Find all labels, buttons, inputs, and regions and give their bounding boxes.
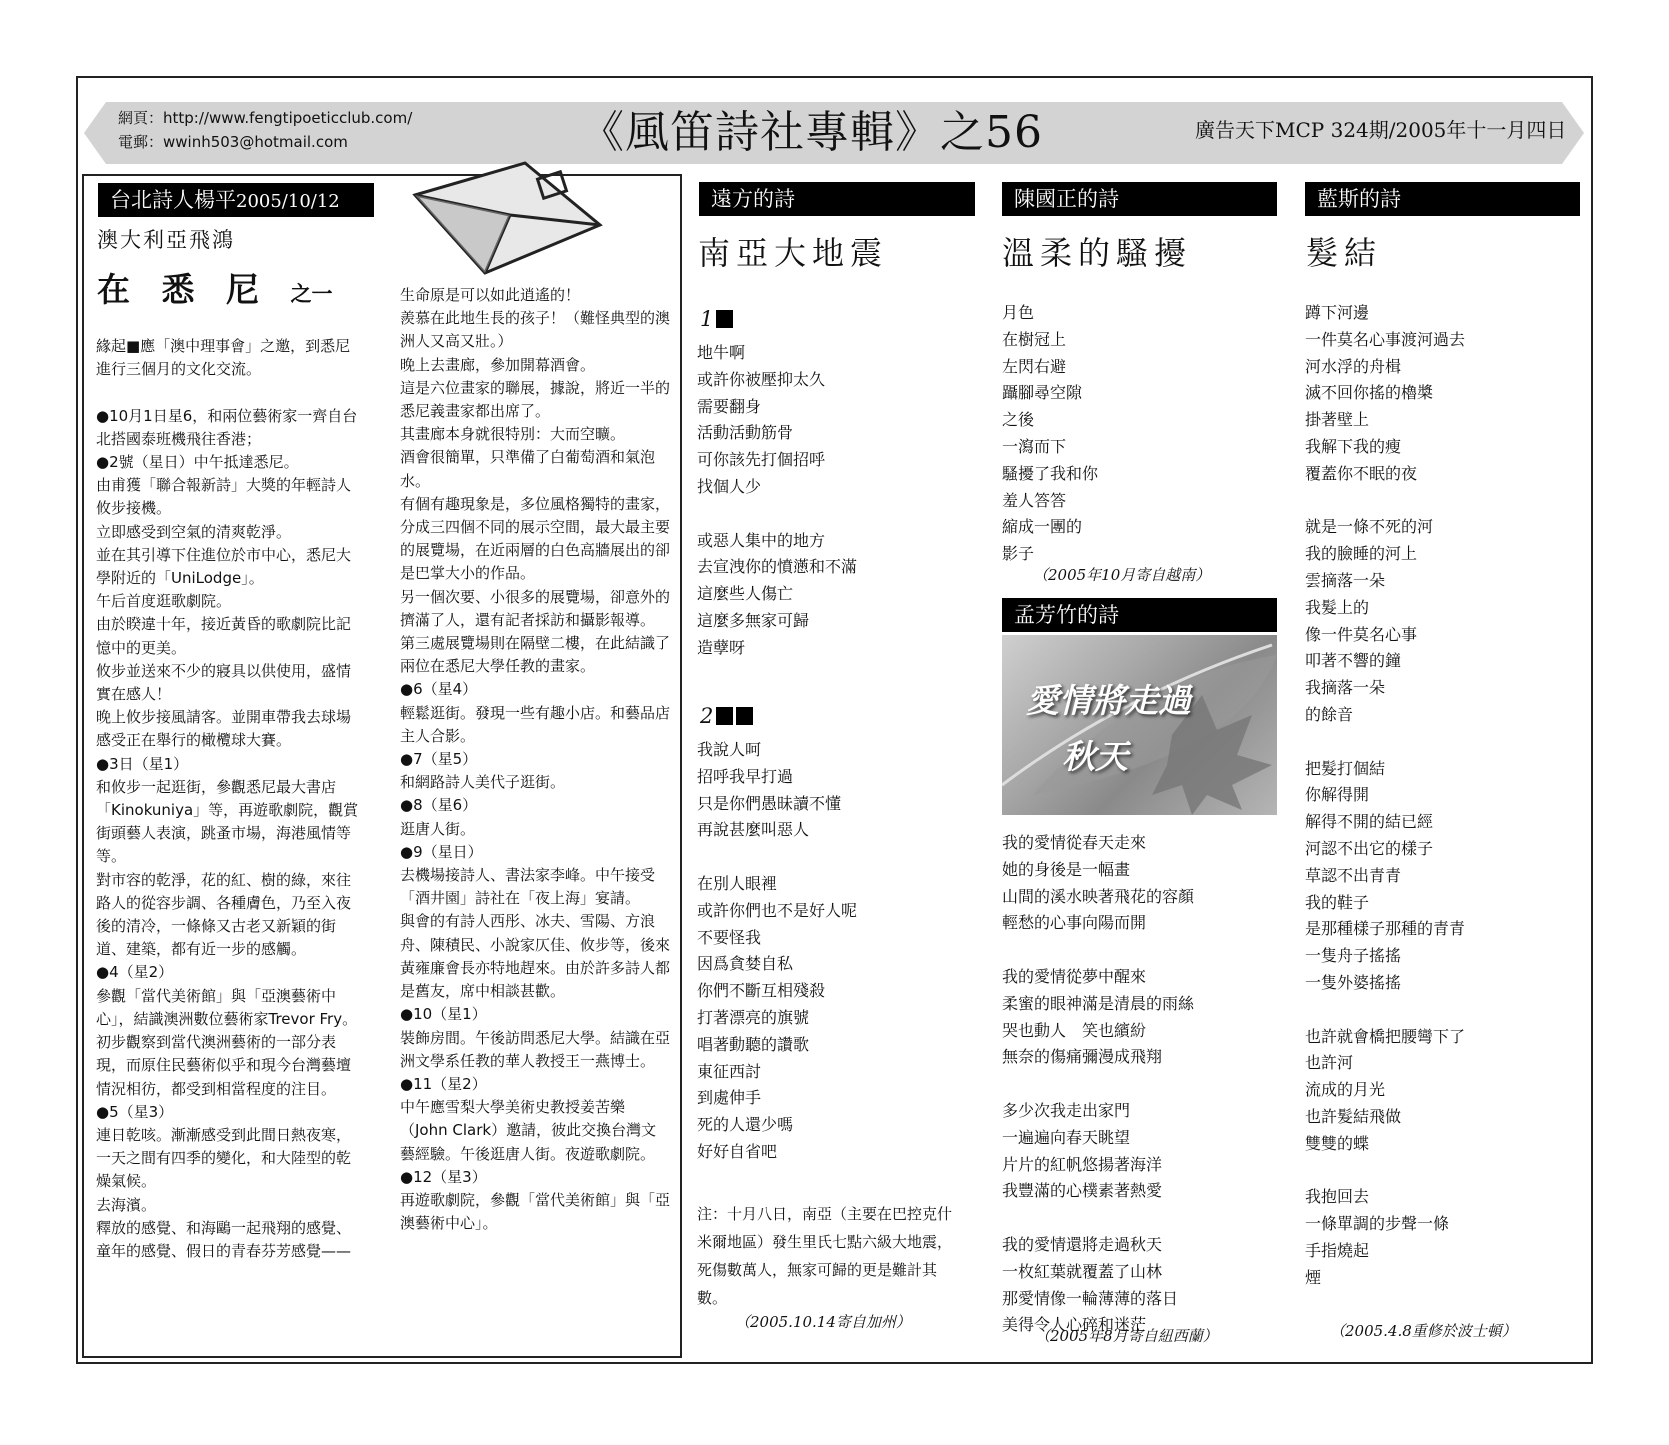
diary-paragraph: ●3日（星1）	[96, 754, 189, 773]
diary-part-b	[400, 284, 670, 1235]
poem-body	[1002, 300, 1098, 568]
poem-title: 南亞大地震	[698, 234, 889, 272]
diary-paragraph	[96, 381, 364, 404]
contact-info	[118, 106, 412, 154]
diary-paragraph: 與會的有詩人西彤、冰夫、雪陽、方浪舟、陳積民、小說家仄佳、攸步等，後來黃雍廉會長亦特地趕來。由於許多詩人都是舊友，席中相談甚歡。	[400, 912, 671, 1001]
article-title-main: 在 悉 尼	[97, 270, 269, 309]
poem-line: 就是一條不死的河	[1305, 517, 1434, 537]
poem-line: 左閃右避	[1002, 356, 1067, 376]
poem-line: 美得令人心碎和迷茫	[1002, 1315, 1147, 1335]
diary-paragraph: ●11（星2）	[400, 1074, 487, 1093]
diary-paragraph: 參觀「當代美術館」與「亞澳藝術中心」，結識澳洲數位藝術家Trevor Fry。	[96, 986, 358, 1028]
email-label[interactable]: 電郵：wwinh503@hotmail.com	[118, 133, 348, 151]
poem-line: 或許你們也不是好人呢	[697, 900, 858, 920]
poem-line: 也許河	[1305, 1053, 1354, 1073]
poem-line: 地牛啊	[697, 343, 746, 362]
poem-line: 雲摘落一朵	[1305, 570, 1386, 590]
poem-line: 之後	[1002, 410, 1035, 430]
poem-line	[1305, 729, 1465, 756]
heading-date: 2005/10/12	[236, 191, 340, 212]
section-number-text: 1	[700, 307, 714, 331]
poem-line: 河認不出它的樣子	[1305, 838, 1434, 858]
poem-line: 我髮上的	[1305, 597, 1370, 617]
diary-paragraph: 生命原是可以如此逍遙的！	[400, 286, 581, 304]
column-heading: 孟芳竹的詩	[1002, 598, 1277, 632]
diary-paragraph: 其畫廊本身就很特別：大而空曠。	[400, 425, 626, 444]
poem-line: 或惡人集中的地方	[697, 530, 826, 550]
poem-line	[1305, 1158, 1465, 1185]
diary-paragraph: ●10月1日星6，和兩位藝術家一齊自台北搭國泰班機飛往香港；	[96, 406, 358, 448]
diary-paragraph: 和攸步一起逛街，參觀悉尼最大書店「Kinokuniya」等，再遊歌劇院，觀賞街頭藝人表演，跳蚤市場，海港風情等等。	[96, 777, 359, 866]
poem-title: 溫柔的騷擾	[1002, 234, 1193, 272]
poem-line: 不要怪我	[697, 927, 762, 947]
poem-line: 也許髮結飛做	[1305, 1106, 1402, 1126]
poem-line: 躡腳尋空隙	[1002, 383, 1083, 403]
diary-paragraph: ●7（星5）	[400, 750, 478, 769]
diary-paragraph: 去機場接詩人、書法家李峰。中午接受「酒井園」詩社在「夜上海」宴請。	[400, 866, 656, 908]
poem-line: 一件莫名心事渡河過去	[1305, 329, 1466, 349]
diary-paragraph: ●6（星4）	[400, 680, 478, 699]
article-title	[97, 264, 332, 311]
diary-paragraph: ●4（星2）	[96, 963, 174, 982]
diary-paragraph: 輕鬆逛街。發現一些有趣小店。和藝品店主人合影。	[400, 703, 671, 745]
poem-line: 輕愁的心事向陽而開	[1002, 913, 1147, 933]
poem-section-2	[697, 737, 857, 1166]
poem-line: 我的愛情從夢中醒來	[1002, 966, 1147, 986]
diary-paragraph: 有個有趣現象是，多位風格獨特的畫家，分成三四個不同的展示空間，最大最主要的展覽場，在近兩層的白色高牆展出的卻是巴掌大小的作品。	[400, 494, 671, 583]
diary-paragraph: 去海濱。	[96, 1195, 157, 1214]
poem-line: 我說人呵	[697, 740, 762, 759]
diary-paragraph: ●2號（星日）中午抵達悉尼。	[96, 453, 299, 472]
poem-line: 找個人少	[697, 476, 762, 496]
poem-line: 活動活動筋骨	[697, 423, 794, 443]
poem-line: 影子	[1002, 544, 1035, 564]
poem-line: 去宣洩你的憤懣和不滿	[697, 557, 858, 577]
poem-line: 那愛情像一輪薄薄的落日	[1002, 1288, 1179, 1308]
diary-paragraph: 中午應雪梨大學美術史教授姜苦樂（John Clark）邀請，彼此交換台灣文藝經驗。午後逛唐人街。夜遊歌劇院。	[400, 1098, 657, 1163]
poem-line: 這麼些人傷亡	[697, 584, 794, 604]
poem-line: 我的愛情還將走過秋天	[1002, 1234, 1163, 1254]
poem-line: 縮成一團的	[1002, 517, 1083, 537]
poem-line: 河水浮的舟楫	[1305, 356, 1402, 376]
poem-line: 覆蓋你不眠的夜	[1305, 463, 1418, 483]
poem-line: 她的身後是一幅畫	[1002, 859, 1131, 879]
diary-paragraph: 酒會很簡單，只準備了白葡萄酒和氣泡水。	[400, 448, 656, 490]
diary-paragraph: ●10（星1）	[400, 1005, 487, 1024]
poem-line: 你解得開	[1305, 785, 1370, 805]
poem-note: 注：十月八日，南亞（主要在巴控克什米爾地區）發生里氏七點六級大地震，死傷數萬人，無家可歸的更是難計其數。	[697, 1205, 953, 1307]
section-number-text: 2	[700, 704, 714, 728]
diary-paragraph: ●5（星3）	[96, 1102, 174, 1121]
poem-line: 蹲下河邊	[1305, 303, 1370, 322]
poem-line: 你們不斷互相殘殺	[697, 981, 826, 1001]
poem-line: 或許你被壓抑太久	[697, 369, 826, 389]
poem-line: 掛著壁上	[1305, 410, 1370, 430]
diary-paragraph: ●12（星3）	[400, 1167, 487, 1186]
poem-line: 一隻舟子搖搖	[1305, 946, 1402, 966]
poem-line: 我的鞋子	[1305, 892, 1370, 912]
poem-line: 我的愛情從春天走來	[1002, 833, 1147, 852]
diary-paragraph: 羨慕在此地生長的孩子！（難怪典型的澳洲人又高又壯。）	[400, 309, 671, 351]
diary-paragraph: 晚上攸步接風請客。並開車帶我去球場感受正在舉行的橄欖球大賽。	[96, 708, 352, 750]
article-subtitle: 澳大利亞飛鴻	[97, 228, 235, 252]
poem-line: 雙雙的蝶	[1305, 1133, 1370, 1153]
poem-line: 我解下我的瘦	[1305, 436, 1402, 456]
poem-line: 再說甚麼叫惡人	[697, 820, 810, 840]
poem-line: 打著漂亮的旗號	[697, 1007, 810, 1027]
poem-line: 可你該先打個招呼	[697, 450, 826, 470]
diary-paragraph: 連日乾咳。漸漸感受到此間日熱夜寒，一天之間有四季的變化，和大陸型的乾燥氣候。	[96, 1125, 352, 1191]
poem-line: 把髮打個結	[1305, 758, 1386, 778]
poem-line: 一隻外婆搖搖	[1305, 972, 1402, 992]
poem-line: 草認不出青青	[1305, 865, 1402, 885]
poem-line: 羞人答答	[1002, 490, 1067, 510]
poem-source: （2005.10.14寄自加州）	[735, 1313, 911, 1331]
poem-line: 只是你們愚昧讀不懂	[697, 793, 842, 813]
poem-line: 解得不開的結已經	[1305, 812, 1434, 832]
diary-paragraph: 由於睽違十年，接近黃昏的歌劇院比記憶中的更美。	[96, 615, 352, 657]
diary-paragraph: 逛唐人街。	[400, 819, 476, 838]
diary-paragraph: 晚上去畫廊，參加開幕酒會。	[400, 355, 596, 374]
poem-line: 也許就會橋把腰彎下了	[1305, 1026, 1466, 1046]
poem-line: 片片的紅帆悠揚著海洋	[1002, 1154, 1163, 1174]
poem-line: 流成的月光	[1305, 1080, 1386, 1100]
poem-line: 死的人還少嗎	[697, 1115, 794, 1135]
section-number	[700, 307, 733, 331]
poem-line	[697, 844, 857, 871]
poem-line: 這麼多無家可歸	[697, 610, 810, 630]
diary-paragraph: ●8（星6）	[400, 796, 478, 815]
diary-paragraph: 第三處展覽場則在隔壁二樓，在此結識了兩位在悉尼大學任教的畫家。	[400, 634, 671, 676]
poem-source: （2005.4.8重修於波士頓）	[1330, 1322, 1517, 1340]
poem-line: 煙	[1305, 1267, 1322, 1287]
poem-line: 一條單調的步聲一條	[1305, 1214, 1450, 1234]
diary-paragraph: 另一個次要、小很多的展覽場，卻意外的擠滿了人，還有記者採訪和攝影報導。	[400, 587, 671, 629]
diary-paragraph: 對市容的乾淨，花的紅、樹的綠，來往路人的從容步調、各種膚色，乃至入夜後的清冷，一條條又古老又新穎的街道、建築，都有近一步的感觸。	[96, 870, 352, 959]
poem-line: 的餘音	[1305, 704, 1354, 724]
diary-paragraph: ●9（星日）	[400, 842, 483, 861]
poem-line: 需要翻身	[697, 396, 762, 416]
poem-line: 在樹冠上	[1002, 329, 1067, 349]
column-heading	[98, 183, 374, 217]
diary-paragraph: 裝飾房間。午後訪問悉尼大學。結識在亞洲文學系任教的華人教授王一燕博士。	[400, 1028, 671, 1070]
poem-line: 山間的溪水映著飛花的容顏	[1002, 886, 1195, 906]
poem-section-1	[697, 340, 857, 662]
poem-line: 月色	[1002, 303, 1035, 322]
poem-line: 無奈的傷痛彌漫成飛翔	[1002, 1047, 1163, 1067]
poem-line: 叩著不響的鐘	[1305, 651, 1402, 671]
poem-line: 東征西討	[697, 1061, 762, 1081]
poem-line: 手指燒起	[1305, 1240, 1370, 1260]
poem-line: 像一件莫名心事	[1305, 624, 1418, 644]
poem-line	[1305, 488, 1465, 515]
poem-line: 一枚紅葉就覆蓋了山林	[1002, 1261, 1163, 1281]
poem-source: （2005年10月寄自越南）	[1033, 566, 1211, 584]
column-heading: 陳國正的詩	[1002, 182, 1277, 216]
diary-paragraph: 再遊歌劇院，參觀「當代美術館」與「亞澳藝術中心」。	[400, 1190, 671, 1233]
poem-line	[1002, 937, 1194, 964]
photo-caption-line2: 秋天	[1062, 737, 1128, 776]
issue-info: 廣告天下MCP 324期/2005年十一月四日	[1195, 118, 1567, 142]
poem-line: 騷擾了我和你	[1002, 463, 1099, 483]
poem-line: 一瀉而下	[1002, 436, 1067, 456]
poem-line: 我抱回去	[1305, 1187, 1370, 1207]
poem-line: 招呼我早打過	[697, 766, 794, 786]
poem-line: 我的臉睡的河上	[1305, 544, 1418, 564]
diary-paragraph: 由甫獲「聯合報新詩」大獎的年輕詩人攸步接機。	[96, 476, 352, 518]
poem-body	[1305, 300, 1465, 1291]
column-heading: 遠方的詩	[699, 182, 975, 216]
poem-line: 我豐滿的心樸素著熱愛	[1002, 1181, 1163, 1201]
poem-title: 髮結	[1306, 234, 1383, 272]
poem-line: 我摘落一朵	[1305, 678, 1386, 698]
poem-line	[1002, 1205, 1194, 1232]
poem-line: 哭也動人 笑也繽紛	[1002, 1020, 1147, 1040]
poem-line	[697, 501, 857, 528]
diary-paragraph: 釋放的感覺、和海鷗一起飛翔的感覺、童年的感覺、假日的青春芬芳感覺——	[96, 1218, 352, 1260]
section-number	[700, 704, 753, 728]
diary-paragraph: 立即感受到空氣的清爽乾淨。	[96, 522, 292, 541]
column-heading: 藍斯的詩	[1305, 182, 1580, 216]
poem-line: 到處伸手	[697, 1088, 762, 1108]
leaf-icon	[1002, 635, 1277, 815]
diary-part-a	[96, 335, 364, 1263]
poem-line: 滅不回你搖的櫓槳	[1305, 383, 1434, 403]
leaf-photo	[1002, 635, 1277, 815]
poem-line: 一遍遍向春天眺望	[1002, 1127, 1131, 1147]
poem-line: 造孽呀	[697, 637, 746, 657]
poem-line: 在別人眼裡	[697, 873, 778, 893]
poem-line: 多少次我走出家門	[1002, 1100, 1131, 1120]
diary-paragraph: 緣起■應「澳中理事會」之邀，到悉尼進行三個月的文化交流。	[96, 337, 351, 379]
poem-line: 好好自省吧	[697, 1141, 778, 1161]
poem-line: 唱著動聽的讚歌	[697, 1034, 810, 1054]
poem-line: 因爲貪婪自私	[697, 954, 794, 974]
website-label[interactable]: 網頁：http://www.fengtipoeticclub.com/	[118, 109, 413, 127]
photo-caption-line1: 愛情將走過	[1026, 681, 1191, 720]
diary-paragraph: 攸步並送來不少的寢具以供使用，盛情實在感人！	[96, 661, 352, 704]
heading-text: 台北詩人楊平	[110, 188, 236, 212]
poem-line	[1002, 1071, 1194, 1098]
masthead-title: 《風笛詩社專輯》之56	[580, 107, 1043, 158]
poem-source: （2005年8月寄自紐西蘭）	[1035, 1327, 1218, 1345]
diary-paragraph: 並在其引導下住進位於市中心，悉尼大學附近的「UniLodge」。	[96, 545, 352, 588]
article-title-suffix: 之一	[290, 281, 333, 306]
poem-line	[1305, 997, 1465, 1024]
poem-line: 柔蜜的眼神滿是清晨的雨絲	[1002, 993, 1195, 1013]
poem-line: 是那種樣子那種的青青	[1305, 919, 1466, 939]
diary-paragraph: 和網路詩人美代子逛街。	[400, 773, 566, 792]
poem-body	[1002, 830, 1194, 1339]
diary-paragraph: 午后首度逛歌劇院。	[96, 592, 232, 611]
envelope-icon	[405, 155, 610, 285]
diary-paragraph: 這是六位畫家的聯展，據說，將近一半的悉尼義畫家都出席了。	[400, 378, 671, 421]
diary-paragraph: 初步觀察到當代澳洲藝術的一部分表現，而原住民藝術似乎和現今台灣藝壇情況相彷，都受到相當程度的注目。	[96, 1033, 352, 1098]
